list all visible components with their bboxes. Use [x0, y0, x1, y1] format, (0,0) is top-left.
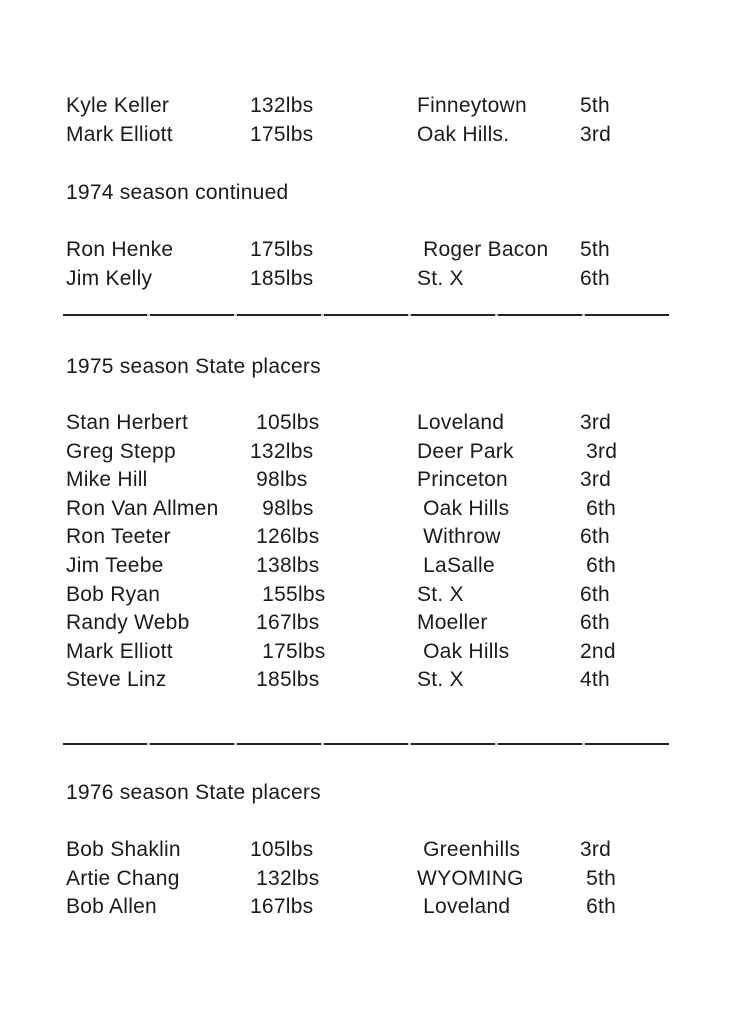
cell-place: 2nd [580, 639, 616, 663]
cell-place: 6th [580, 266, 610, 290]
heading-1974-season-continued: 1974 season continued [66, 181, 289, 204]
cell-school: Moeller [417, 611, 488, 635]
cell-weight: 132lbs [250, 439, 314, 463]
cell-weight: 175lbs [250, 122, 314, 146]
cell-school: Withrow [417, 525, 501, 549]
table-row [66, 92, 738, 121]
heading-1975-season-state-placers: 1975 season State placers [66, 355, 321, 378]
cell-school: St. X [417, 582, 464, 606]
heading-1976-season-state-placers: 1976 season State placers [66, 781, 321, 804]
cell-weight: 105lbs [250, 838, 314, 861]
cell-school: Oak Hills [417, 639, 510, 663]
cell-name: Bob Shaklin [66, 838, 181, 861]
cell-place: 3rd [580, 468, 612, 492]
cell-place: 3rd [580, 838, 612, 861]
section-1975-rows [0, 409, 738, 695]
cell-weight: 155lbs [250, 582, 326, 606]
cell-name: Stan Herbert [66, 411, 189, 434]
cell-name: Bob Allen [66, 895, 157, 919]
cell-place: 3rd [580, 439, 618, 463]
cell-weight: 175lbs [250, 238, 314, 261]
table-row [66, 638, 738, 667]
cell-weight: 185lbs [250, 668, 320, 692]
cell-school: St. X [417, 266, 464, 290]
section-divider [63, 743, 669, 745]
cell-place: 6th [580, 525, 610, 549]
table-row [66, 495, 738, 524]
table-row [66, 265, 738, 294]
cell-school: Deer Park [417, 439, 514, 463]
cell-name: Greg Stepp [66, 439, 176, 463]
cell-place: 5th [580, 238, 610, 261]
table-row [66, 523, 738, 552]
cell-name: Jim Teebe [66, 553, 164, 577]
cell-place: 6th [580, 611, 610, 635]
cell-weight: 132lbs [250, 866, 320, 890]
cell-name: Jim Kelly [66, 266, 153, 290]
cell-name: Bob Ryan [66, 582, 161, 606]
cell-weight: 132lbs [250, 94, 314, 117]
cell-weight: 105lbs [250, 411, 320, 434]
cell-weight: 98lbs [250, 468, 308, 492]
cell-name: Randy Webb [66, 611, 190, 635]
cell-name: Artie Chang [66, 866, 180, 890]
cell-place: 4th [580, 668, 610, 692]
cell-school: Finneytown [417, 94, 527, 117]
cell-place: 6th [580, 496, 617, 520]
cell-school: Loveland [417, 411, 505, 434]
table-row [66, 865, 738, 894]
section-1974-rows [0, 236, 738, 293]
cell-school: Oak Hills. [417, 122, 510, 146]
cell-weight: 126lbs [250, 525, 320, 549]
table-row [66, 409, 738, 438]
cell-place: 6th [580, 895, 617, 919]
table-row [66, 466, 738, 495]
cell-school: LaSalle [417, 553, 495, 577]
table-row [66, 893, 738, 922]
section-divider [63, 314, 669, 316]
cell-school: Greenhills [417, 838, 521, 861]
table-row [66, 552, 738, 581]
cell-school: Princeton [417, 468, 508, 492]
cell-place: 6th [580, 553, 617, 577]
cell-place: 3rd [580, 411, 612, 434]
cell-name: Ron Henke [66, 238, 174, 261]
cell-weight: 167lbs [250, 611, 320, 635]
cell-school: WYOMING [417, 866, 524, 890]
table-row [66, 836, 738, 865]
cell-name: Kyle Keller [66, 94, 170, 117]
table-row [66, 121, 738, 150]
table-row [66, 581, 738, 610]
cell-name: Mark Elliott [66, 639, 173, 663]
cell-name: Ron Van Allmen [66, 496, 219, 520]
cell-place: 5th [580, 866, 617, 890]
cell-school: Loveland [417, 895, 511, 919]
cell-weight: 167lbs [250, 895, 314, 919]
table-row [66, 438, 738, 467]
cell-place: 6th [580, 582, 610, 606]
cell-name: Mark Elliott [66, 122, 173, 146]
cell-weight: 138lbs [250, 553, 320, 577]
cell-name: Mike Hill [66, 468, 148, 492]
cell-school: Oak Hills [417, 496, 510, 520]
cell-school: Roger Bacon [417, 238, 549, 261]
cell-school: St. X [417, 668, 464, 692]
table-row [66, 236, 738, 265]
table-row [66, 609, 738, 638]
cell-weight: 98lbs [250, 496, 314, 520]
section-1974-top-rows [0, 92, 738, 149]
cell-weight: 185lbs [250, 266, 314, 290]
cell-name: Ron Teeter [66, 525, 171, 549]
cell-weight: 175lbs [250, 639, 326, 663]
section-1976-rows [0, 836, 738, 922]
cell-place: 3rd [580, 122, 612, 146]
cell-place: 5th [580, 94, 610, 117]
table-row [66, 666, 738, 695]
cell-name: Steve Linz [66, 668, 167, 692]
